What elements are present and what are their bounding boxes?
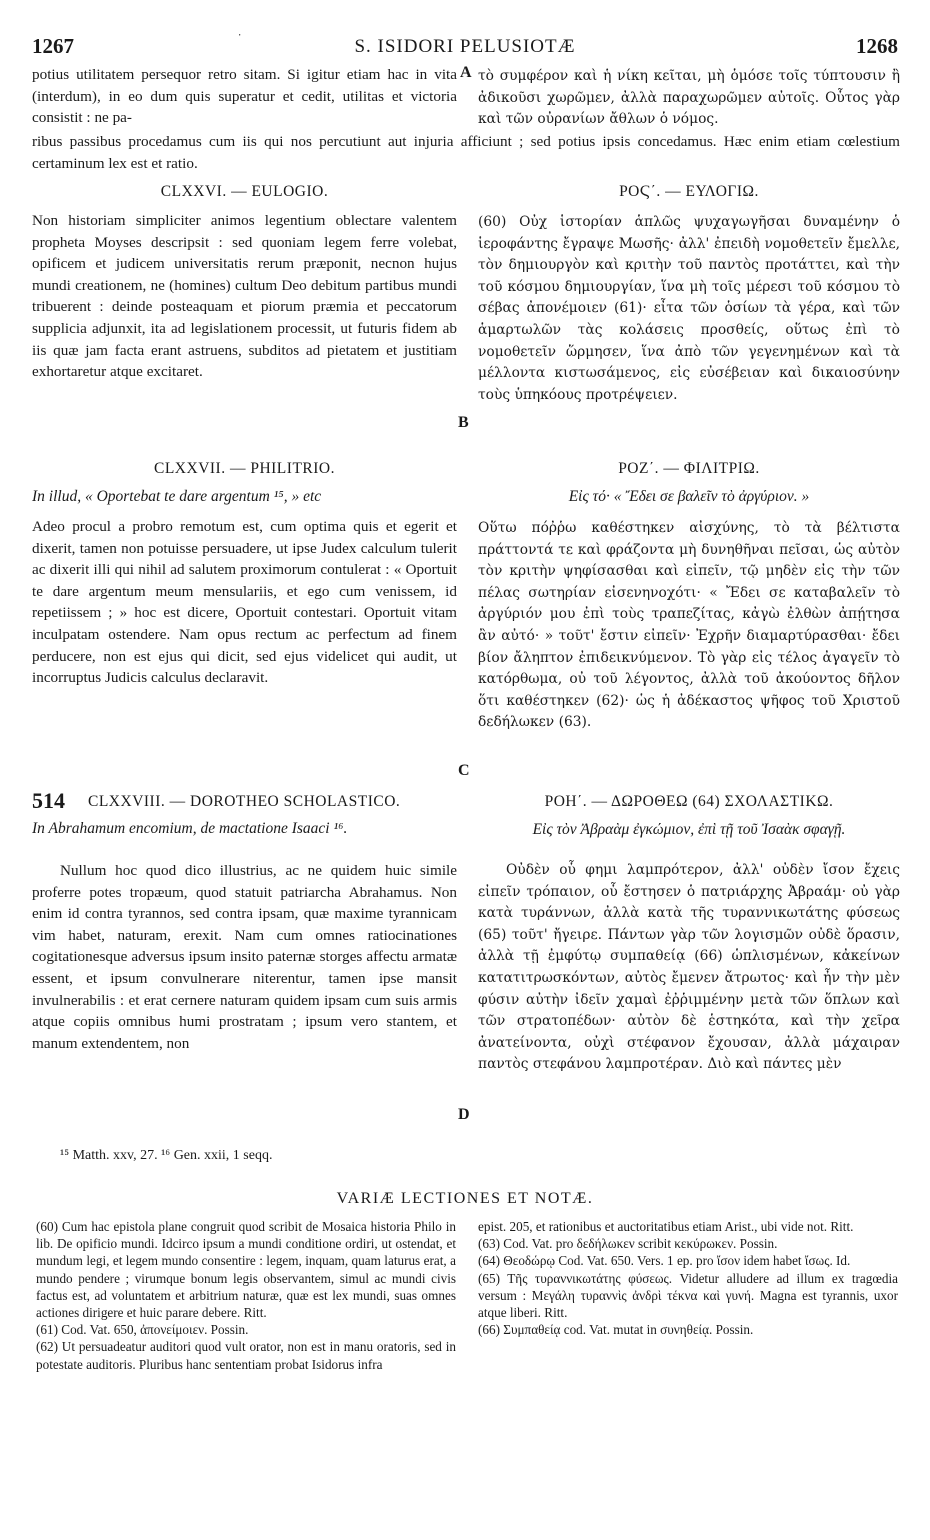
- running-title: S. ISIDORI PELUSIOTÆ: [354, 36, 576, 57]
- column-number: 514: [32, 788, 65, 813]
- margin-letter-a: A: [460, 64, 472, 81]
- latin-text-177: [32, 516, 457, 689]
- greek-heading-177: ΡΟΖ΄. — ΦΙΛΙΤΡΙΩ.: [618, 460, 760, 477]
- latin-text-176: [32, 210, 457, 383]
- running-header: [32, 34, 898, 60]
- greek-subheading-178: Εἰς τὸν Ἀβραὰμ ἐγκώμιον, ἐπὶ τῇ τοῦ Ἰσαὰκ σφαγῇ.: [532, 821, 846, 838]
- variae-lectiones-title: VARIÆ LECTIONES ET NOTÆ.: [336, 1190, 594, 1207]
- latin-subheading-177: In illud, « Oportebat te dare argentum ¹⁵, » etc: [32, 488, 322, 505]
- note: (64) Θεοδώρῳ Cod. Vat. 650. Vers. 1 ep. pro ἴσον idem habet ἴσως. Id.: [478, 1253, 851, 1269]
- notes-right-column: [478, 1218, 898, 1338]
- right-page-number: 1268: [856, 34, 898, 58]
- latin-paragraph: Adeo procul a probro remotum est, cum optima quis et egerit et dixerit, tamen non potuisse persuadere, ut ipse Judex calculum tulerit ac dixerit illi qui nihil ad salutem proximorum contulerat : « Oportuit te dare argentum meum mensulariis, et ego cum venissem, id repetiissem ; » hoc est dicere, Oportuit contestari. Oportuit vitam inculpatam ostendere. Nam opus rectum ac perfectum ad finem perducere, non est ejus qui dicit, sed ejus videlicet qui audit, ut incorruptus Judicis calculus declaravit.: [32, 518, 457, 687]
- greek-paragraph: Οὕτω πόῤῥω καθέστηκεν αἰσχύνης, τὸ τὰ βέλτιστα πράττοντά τε καὶ φράζοντα μὴ δυνηθῆναι πεῖσαι, ὡς αὐτὸν τὸν κριτὴν ψηφίσασθαι καὶ εἰπεῖν, τῷ μηδὲν εἰς τὴν τῶν πέλας σωτηρίαν εἰσενηνοχότι· « Ἔδει σε καταβαλεῖν τὸ ἀργύριόν μου ἐπὶ τοὺς τραπεζίτας, κἀγὼ ἐλθὼν ἀπῄτησα ἂν αὐτό· » τοῦτ' ἔστιν εἰπεῖν· Ἐχρῆν διαμαρτύρασθαι· ἔδει βίον ἄληπτον ἐπιδεικνύμενον. Τὸ γὰρ εἰς τέλος ἀγαγεῖν τὸ κατόρθωμα, οὐ τοῦ λέγοντος, ἀλλὰ τοῦ ἀκούοντος δῆλον ὅτι καθέστηκεν (62)· ὡς ἡ ἀδέκαστος ψῆφος τοῦ Χριστοῦ δεδήλωκεν (63).: [478, 520, 900, 731]
- greek-column-top: [478, 66, 900, 131]
- latin-heading-177: CLXXVII. — PHILITRIO.: [154, 460, 335, 477]
- margin-letter-b: B: [458, 414, 469, 431]
- latin-paragraph: Non historiam simpliciter animos legentium oblectare valentem propheta Moyses descripsit : sed quoniam legem ferre volebat, opificem et judicem universitatis rerum præponit, necnon hujus mundi creationem, ne (homines) cultum Deo debitum partibus mundi tribuerent : deinde posteaquam et piorum præmia et peccatorum supplicia adjunxit, ita ad legislationem processit, ut futuris fidem ab iis quæ jam facta erant astruens, subditos ad pietatem et justitiam exhortaretur atque excitaret.: [32, 212, 457, 381]
- note: (62) Ut persuadeatur auditori quod vult orator, non est in manu oratoris, sed in potestate auditoris. Pluribus hanc sententiam probat Isidorus infra: [36, 1339, 456, 1372]
- latin-paragraph: Nullum hoc quod dico illustrius, ac ne quidem huic simile proferre potes tropæum, quod statuit patriarcha Abrahamus. Non enim id contra tyrannos, sed contra ipsam, quæ maxime tyrannicam vim habet, naturam, erexit. Nam cum omnes ratiocinationes cogitationesque adversus ipsum insito paternæ storges affectu armatæ essent, et ipsum convulnerare niterentur, tamen ipse mansit invulnerabilis : et erat cernere naturam quidem ipsam cum suis armis atque copiis omnibus humi prostratam ; ipsum vero stantem, et manum extendentem, non: [32, 862, 457, 1052]
- latin-text-178: [32, 860, 457, 1054]
- note: (60) Cum hac epistola plane congruit quod scribit de Mosaica historia Philo in lib. De opificio mundi. Idcirco ipsum a mundi conditione ordiri, ut ostendat, et mundum legi, et legem mundo consentire : legem, inquam, quam laturus erat, a mundo pendere ; virumque bonum legis observantem, simul ac mundi civis factus est, ad voluntatem et arbitrium naturæ, quæ est lex mundi, suas omnes actiones dirigere et huic parare debere. Ritt.: [36, 1219, 456, 1321]
- note: (66) Συμπαθείᾳ cod. Vat. mutat in συνηθείᾳ. Possin.: [478, 1322, 754, 1338]
- left-page-number: 1267: [32, 34, 74, 58]
- greek-text-178: [478, 860, 900, 1076]
- scripture-footnotes: ¹⁵ Matth. xxv, 27. ¹⁶ Gen. xxii, 1 seqq.: [60, 1148, 273, 1163]
- latin-subheading-178: In Abrahamum encomium, de mactatione Isaaci ¹⁶.: [32, 820, 348, 837]
- note: (61) Cod. Vat. 650, ἀπονείμοιεν. Possin.: [36, 1322, 249, 1338]
- latin-paragraph: potius utilitatem persequor retro sitam. Si igitur etiam hac in vita (interdum), in eo dum quis superatur et cedit, utilitas et victoria consistit : ne pa-: [32, 66, 457, 127]
- greek-paragraph: (60) Οὐχ ἱστορίαν ἁπλῶς ψυχαγωγῆσαι δυναμένην ὁ ἱεροφάντης ἔγραψε Μωσῆς· ἀλλ' ἐπειδὴ νομοθετεῖν ἔμελλε, τὸν δημιουργὸν καὶ κριτὴν τοῦ παντὸς προτάττει, καὶ τὴν τοῦ κόσμου δημιουργίαν, ἵνα μὴ τοῖς μέρεσι τοῦ κόσμου τὸ σέβας ἀπονέμοιεν (61)· εἶτα τῶν ὁσίων τὰ γέρα, καὶ τῶν ἁμαρτωλῶν τὰς κολάσεις προσθείς, οὕτως ἐπὶ τὸ νομοθετεῖν ὥρμησεν, ἵνα ἀπὸ τῶν γεγενημένων καὶ τὰ μέλλοντα κιστωσάμενος, εἰς εὐσέβειαν καὶ δικαιοσύνην τοὺς ὑπηκόους προτρέψειεν.: [478, 214, 900, 403]
- note: (65) Τῆς τυραννικωτάτης φύσεως. Videtur alludere ad illum ex tragœdia versum : Μεγάλη τυραννὶς ἀνδρὶ τέκνα καὶ γυνή. Magna est tyrannis, uxor atque liberi. Ritt.: [478, 1270, 898, 1321]
- full-width-paragraph: ribus passibus procedamus cum iis qui nos percutiunt aut injuria afficiunt ; sed potius ipsis concedamus. Hæc enim etiam cœlestium certaminum lex est et ratio.: [32, 133, 900, 172]
- greek-subheading-177: Εἰς τό· « Ἔδει σε βαλεῖν τὸ ἀργύριον. »: [568, 488, 810, 505]
- note: epist. 205, et rationibus et auctoritatibus etiam Arist., ubi vide not. Ritt.: [478, 1219, 854, 1234]
- greek-text-177: [478, 518, 900, 734]
- greek-heading-178: ΡΟΗ΄. — ΔΩΡΟΘΕΩ (64) ΣΧΟΛΑΣΤΙΚΩ.: [544, 793, 834, 810]
- greek-text-176: [478, 212, 900, 406]
- note: (63) Cod. Vat. pro δεδήλωκεν scribit κεκύρωκεν. Possin.: [478, 1236, 778, 1252]
- latin-heading-176: CLXXVI. — EULOGIO.: [160, 183, 329, 200]
- margin-letter-d: D: [458, 1106, 470, 1123]
- notes-left-column: [36, 1218, 456, 1373]
- greek-heading-176: ΡΟϚ΄. — ΕΥΛΟΓΙΩ.: [619, 183, 759, 200]
- greek-paragraph: Οὐδὲν οὗ φημι λαμπρότερον, ἀλλ' οὐδὲν ἴσον ἔχεις εἰπεῖν τρόπαιον, οὗ ἔστησεν ὁ πατριάρχης Ἀβραάμ· οὐ γὰρ κατὰ τυράννων, ἀλλὰ κατὰ τῆς τυραννικωτάτης φύσεως (65) τοῦτ' ἤγειρε. Πάντων γὰρ τῶν λογισμῶν οὐδὲ ὅρασιν, ἀλλὰ τῇ ἐμφύτῳ συμπαθείᾳ (66) ὡπλισμένων, κἀκείνων κατατιτρωσκόντων, αὐτὸς ἔμενεν ἄτρωτος· καὶ ἦν τὴν μὲν φύσιν αὐτὴν ἰδεῖν χαμαὶ ἐῤῥιμμένην μετὰ τῶν ὅπλων καὶ τῶν στρατοπέδων· αὐτὸν δὲ ἑστηκότα, καὶ τὴν χεῖρα ἀνατείνοντα, οὐχὶ στέφανον ἔχουσαν, ἀλλὰ μάχαιραν παντὸς στεφάνου λαμπροτέραν. Διὸ καὶ πάντες μὲν: [478, 862, 900, 1073]
- margin-letter-c: C: [458, 762, 470, 779]
- latin-heading-178: CLXXVIII. — DOROTHEO SCHOLASTICO.: [88, 793, 401, 810]
- greek-paragraph: τὸ συμφέρον καὶ ἡ νίκη κεῖται, μὴ ὁμόσε τοῖς τύπτουσιν ἢ ἀδικοῦσι χωρῶμεν, ἀλλὰ παραχωρῶμεν αὐτοῖς. Οὗτος γὰρ καὶ τῶν οὐρανίων ἄθλων ὁ νόμος.: [478, 68, 900, 128]
- latin-column-top: [32, 64, 457, 129]
